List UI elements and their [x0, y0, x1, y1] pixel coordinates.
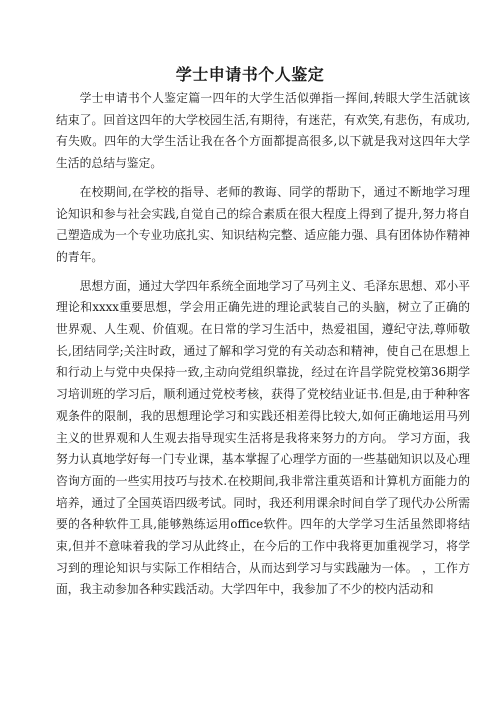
- paragraph-ideology-study-work: 思想方面，通过大学四年系统全面地学习了马列主义、毛泽东思想、邓小平理论和xxxx重要思想，学会用正确先进的理论武装自己的头脑，树立了正确的世界观、人生观、价值观。在日常的学习生活中，热爱祖国，遵纪守法,尊师敬长,团结同学;关注时政，通过了解和学习党的有关动态和精神，使自己在思想上和行动上与党中央保持一致,主动向党组织靠拢，经过在许昌学院党校第36期学习培训班的学习后，顺利通过党校考核，获得了党校结业证书.但是,由于种种客观条件的限制，我的思想理论学习和实践还相差得比较大,如何正确地运用马列主义的世界观和人生观去指导现实生活将是我将来努力的方向。 学习方面，我努力认真地学好每一门专业课，基本掌握了心理学方面的一些基础知识以及心理咨询方面的一些实用技巧与技术.在校期间,我非常注重英语和计算机方面能力的培养，通过了全国英语四级考试。同时，我还利用课余时间自学了现代办公所需要的各种软件工具,能够熟练运用office软件。四年的大学学习生活虽然即将结束,但并不意味着我的学习从此终止，在今后的工作中我将更加重视学习，将学习到的理论知识与实际工作相结合，从而达到学习与实践融为一体。 ，工作方面，我主动参加各种实践活动。大学四年中，我参加了不少的校内活动和: [56, 278, 470, 597]
- document-body: [56, 88, 470, 601]
- document-title: 学士申请书个人鉴定: [175, 65, 325, 84]
- paragraph-campus-period: 在校期间,在学校的指导、老师的教诲、同学的帮助下，通过不断地学习理论知识和参与社会实践,自觉自己的综合素质在很大程度上得到了提升,努力将自己塑造成为一个专业功底扎实、知识结构完整、适应能力强、具有团体协作精神的青年。: [56, 184, 470, 264]
- paragraph-intro: 学士申请书个人鉴定篇一四年的大学生活似弹指一挥间,转眼大学生活就该结束了。回首这四年的大学校园生活,有期待，有迷茫，有欢笑,有悲伤，有成功,有失败。四年的大学生活让我在各个方面都提高很多,以下就是我对这四年大学生活的总结与鉴定。: [56, 91, 470, 171]
